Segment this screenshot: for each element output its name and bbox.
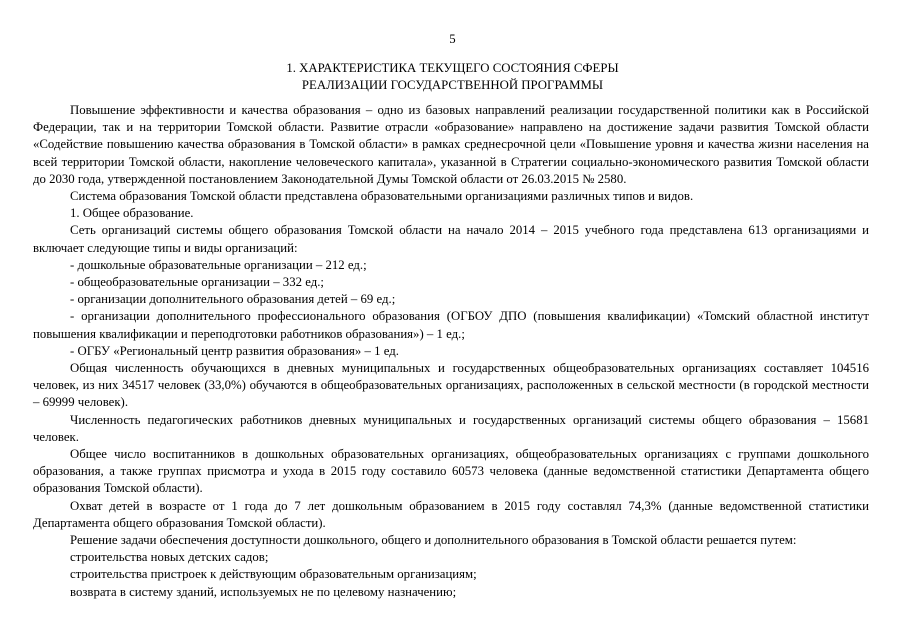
list-item: строительства пристроек к действующим образовательным организациям; [70, 567, 477, 582]
list-item: возврата в систему зданий, используемых не по целевому назначению; [70, 584, 457, 599]
list-item: - организации дополнительного профессионального образования (ОГБОУ ДПО (повышения квалификации) «Томский областной институт повышения квалификации и переподготовки работников образования») – 1 ед.; [33, 309, 869, 341]
heading-line-2: РЕАЛИЗАЦИИ ГОСУДАРСТВЕННОЙ ПРОГРАММЫ [301, 77, 604, 92]
paragraph-subheading: 1. Общее образование. [70, 206, 194, 221]
document-body [33, 102, 869, 601]
paragraph-teachers: Численность педагогических работников дневных муниципальных и государственных организаций системы общего образования – 15681 человек. [33, 412, 869, 444]
heading-line-1: 1. ХАРАКТЕРИСТИКА ТЕКУЩЕГО СОСТОЯНИЯ СФЕРЫ [286, 61, 619, 75]
list-item: - дошкольные образовательные организации – 212 ед.; [70, 257, 367, 272]
paragraph-network: Сеть организаций системы общего образования Томской области на начало 2014 – 2015 учебного года представлена 613 организациями и включает следующие типы и виды организаций: [33, 223, 869, 255]
paragraph-solution: Решение задачи обеспечения доступности дошкольного, общего и дополнительного образования в Томской области решается путем: [70, 533, 797, 548]
section-heading [0, 60, 905, 93]
paragraph-system: Система образования Томской области представлена образовательными организациями различных типов и видов. [70, 189, 694, 204]
page-number: 5 [449, 32, 456, 46]
list-item: строительства новых детских садов; [70, 550, 269, 565]
list-item: - ОГБУ «Региональный центр развития образования» – 1 ед. [70, 343, 399, 358]
paragraph-intro: Повышение эффективности и качества образования – одно из базовых направлений реализации государственной политики как в Российской Федерации, так и на территории Томской области. Развитие отрасли «образование» направлено на достижение задачи развития Томской области «Содействие повышению качества образования в Томской области» в рамках среднесрочной цели «Повышение уровня и качества жизни населения на всей территории Томской области, накопление человеческого капитала», указанной в Стратегии социально-экономического развития Томской области до 2030 года, утвержденной постановлением Законодательной Думы Томской области от 26.03.2015 № 2580. [33, 103, 869, 186]
paragraph-preschool: Общее число воспитанников в дошкольных образовательных организациях, общеобразовательных организациях с группами дошкольного образования, а также группах присмотра и ухода в 2015 году составило 60573 человека (данные ведомственной статистики Департамента общего образования Томской области). [33, 447, 869, 496]
paragraph-coverage: Охват детей в возрасте от 1 года до 7 лет дошкольным образованием в 2015 году составлял 74,3% (данные ведомственной статистики Департамента общего образования Томской области). [33, 498, 869, 530]
list-item: - организации дополнительного образования детей – 69 ед.; [70, 292, 396, 307]
list-item: - общеобразовательные организации – 332 ед.; [70, 275, 324, 290]
paragraph-students: Общая численность обучающихся в дневных муниципальных и государственных общеобразовательных организациях составляет 104516 человек, из них 34517 человек (33,0%) обучаются в общеобразовательных организациях, расположенных в сельской местности (в городской местности – 69999 человек). [33, 361, 869, 410]
